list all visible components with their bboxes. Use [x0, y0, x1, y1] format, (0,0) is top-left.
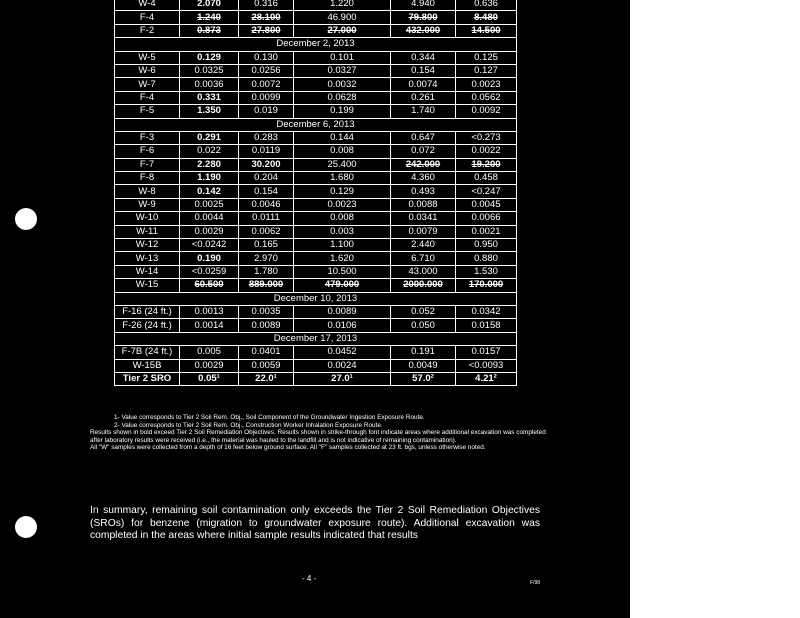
result-value: 0.190	[180, 252, 239, 265]
result-value: 6.710	[391, 252, 456, 265]
result-value: 8.480	[456, 11, 517, 24]
result-value: 0.005	[180, 346, 239, 359]
result-value: 0.050	[391, 319, 456, 332]
result-value: 0.130	[239, 51, 294, 64]
result-value: 0.316	[239, 0, 294, 11]
note-2: 2- Value corresponds to Tier 2 Soil Rem. Obj., Construction Worker Inhalation Exposure Route.	[114, 421, 383, 429]
result-value: 0.008	[294, 212, 391, 225]
result-value: 0.0341	[391, 212, 456, 225]
sample-location: W-5	[115, 51, 180, 64]
note-4: All "W" samples were collected from a depth of 16 feet below ground surface. All "F" samples collected at 23 ft. bgs, unless otherwise noted.	[90, 444, 486, 452]
result-value: 0.458	[456, 172, 517, 185]
sampling-date: December 2, 2013	[115, 38, 517, 51]
result-value: 0.0022	[456, 145, 517, 158]
date-header-row	[115, 292, 517, 305]
result-value: 4.360	[391, 172, 456, 185]
result-value: 0.0044	[180, 212, 239, 225]
table-row	[115, 11, 517, 24]
table-row	[115, 131, 517, 144]
result-value: 0.0029	[180, 359, 239, 372]
sample-location: W-10	[115, 212, 180, 225]
result-value: 0.0074	[391, 78, 456, 91]
sample-location: F-6	[115, 145, 180, 158]
result-value: 0.0079	[391, 225, 456, 238]
result-value: 0.199	[294, 105, 391, 118]
table-row	[115, 78, 517, 91]
result-value: 0.204	[239, 172, 294, 185]
result-value: 27.000	[294, 24, 391, 37]
result-value: 0.022	[180, 145, 239, 158]
sample-location: F-4	[115, 91, 180, 104]
result-value: 0.0072	[239, 78, 294, 91]
sample-location: F-8	[115, 172, 180, 185]
table-row	[115, 24, 517, 37]
sampling-date: December 17, 2013	[115, 332, 517, 345]
sampling-date: December 6, 2013	[115, 118, 517, 131]
binder-hole-top	[15, 208, 37, 230]
result-value: 0.0046	[239, 198, 294, 211]
result-value: 2.280	[180, 158, 239, 171]
sample-location: W-11	[115, 225, 180, 238]
result-value: 0.154	[391, 64, 456, 77]
result-value: 14.500	[456, 24, 517, 37]
result-value: 0.0256	[239, 64, 294, 77]
result-value: 2.070	[180, 0, 239, 11]
date-header-row	[115, 118, 517, 131]
result-value: 0.0032	[294, 78, 391, 91]
result-value: 1.780	[239, 265, 294, 278]
result-value: 0.0099	[239, 91, 294, 104]
result-value: 1.240	[180, 11, 239, 24]
result-value: 0.165	[239, 239, 294, 252]
table-row	[115, 212, 517, 225]
sampling-date: December 10, 2013	[115, 292, 517, 305]
summary-paragraph: In summary, remaining soil contamination only exceeds the Tier 2 Soil Remediation Objectives (SROs) for benzene (migration to groundwater exposure route). Additional excavation was completed in the areas where initial sample results indicated that results	[90, 505, 540, 541]
result-value: 0.0158	[456, 319, 517, 332]
date-header-row	[115, 38, 517, 51]
result-value: 0.125	[456, 51, 517, 64]
sample-location: F-3	[115, 131, 180, 144]
result-value: 46.900	[294, 11, 391, 24]
result-value: 1.530	[456, 265, 517, 278]
result-value: <0.0242	[180, 239, 239, 252]
note-1: 1- Value corresponds to Tier 2 Soil Rem. Obj., Soil Component of the Groundwater Ingestion Exposure Route.	[114, 414, 425, 421]
sample-location: F-2	[115, 24, 180, 37]
result-value: 60.500	[180, 279, 239, 292]
sample-location: W-15	[115, 279, 180, 292]
result-value: 0.291	[180, 131, 239, 144]
result-value: 0.052	[391, 305, 456, 318]
sample-location: W-15B	[115, 359, 180, 372]
date-header-row	[115, 332, 517, 345]
sro-value: 0.05¹	[180, 372, 239, 385]
result-value: 2.970	[239, 252, 294, 265]
result-value: 30.200	[239, 158, 294, 171]
result-value: 1.350	[180, 105, 239, 118]
result-value: 0.129	[180, 51, 239, 64]
result-value: 0.0062	[239, 225, 294, 238]
note-3: Results shown in bold exceed Tier 2 Soil Remediation Objectives. Results shown in strike-through font indicate areas where additional excavation was completed after laboratory results were received (i.e., the material was hauled to the landfill and is not indicative of remaining contamination).	[90, 429, 546, 444]
result-value: 0.0157	[456, 346, 517, 359]
result-value: 0.0036	[180, 78, 239, 91]
sample-location: F-4	[115, 11, 180, 24]
result-value: 19.200	[456, 158, 517, 171]
result-value: 1.190	[180, 172, 239, 185]
result-value: 242.000	[391, 158, 456, 171]
result-value: 1.740	[391, 105, 456, 118]
result-value: 0.072	[391, 145, 456, 158]
table-row	[115, 265, 517, 278]
result-value: 0.0628	[294, 91, 391, 104]
result-value: 1.100	[294, 239, 391, 252]
result-value: 0.019	[239, 105, 294, 118]
result-value: 479.000	[294, 279, 391, 292]
result-value: 0.154	[239, 185, 294, 198]
result-value: 0.191	[391, 346, 456, 359]
result-value: 1.620	[294, 252, 391, 265]
sample-location: W-7	[115, 78, 180, 91]
table-row	[115, 346, 517, 359]
result-value: 0.0111	[239, 212, 294, 225]
result-value: 0.0049	[391, 359, 456, 372]
soil-results-table	[114, 0, 517, 386]
table-row	[115, 91, 517, 104]
result-value: 0.0035	[239, 305, 294, 318]
table-row	[115, 239, 517, 252]
result-value: <0.0259	[180, 265, 239, 278]
result-value: 43.000	[391, 265, 456, 278]
sample-location: F-5	[115, 105, 180, 118]
result-value: 1.680	[294, 172, 391, 185]
page-number: - 4 -	[302, 574, 317, 583]
result-value: 28.100	[239, 11, 294, 24]
table-row	[115, 64, 517, 77]
sample-location: W-12	[115, 239, 180, 252]
sro-value: 22.0¹	[239, 372, 294, 385]
binder-hole-bottom	[15, 516, 37, 538]
table-row	[115, 252, 517, 265]
table-row	[115, 305, 517, 318]
result-value: 432.000	[391, 24, 456, 37]
sample-location: F-26 (24 ft.)	[115, 319, 180, 332]
sro-value: 4.21²	[456, 372, 517, 385]
table-row	[115, 225, 517, 238]
result-value: <0.0093	[456, 359, 517, 372]
result-value: 4.940	[391, 0, 456, 11]
sro-value: 57.0²	[391, 372, 456, 385]
sample-location: F-7	[115, 158, 180, 171]
result-value: 10.500	[294, 265, 391, 278]
result-value: <0.247	[456, 185, 517, 198]
result-value: 0.0024	[294, 359, 391, 372]
table-row	[115, 198, 517, 211]
result-value: 27.800	[239, 24, 294, 37]
result-value: <0.273	[456, 131, 517, 144]
result-value: 0.0023	[456, 78, 517, 91]
page-stamp: F/98	[530, 580, 541, 586]
result-value: 0.283	[239, 131, 294, 144]
result-value: 0.880	[456, 252, 517, 265]
sample-location: W-13	[115, 252, 180, 265]
result-value: 0.0342	[456, 305, 517, 318]
result-value: 0.0066	[456, 212, 517, 225]
table-row	[115, 105, 517, 118]
result-value: 2.440	[391, 239, 456, 252]
result-value: 0.0029	[180, 225, 239, 238]
result-value: 0.0092	[456, 105, 517, 118]
result-value: 0.0088	[391, 198, 456, 211]
result-value: 0.0325	[180, 64, 239, 77]
result-value: 0.0045	[456, 198, 517, 211]
sample-location: F-16 (24 ft.)	[115, 305, 180, 318]
result-value: 0.0562	[456, 91, 517, 104]
table-row	[115, 279, 517, 292]
result-value: 0.331	[180, 91, 239, 104]
sample-location: F-7B (24 ft.)	[115, 346, 180, 359]
sample-location: W-4	[115, 0, 180, 11]
result-value: 0.0106	[294, 319, 391, 332]
tier2-sro-row	[115, 372, 517, 385]
result-value: 0.261	[391, 91, 456, 104]
result-value: 0.008	[294, 145, 391, 158]
result-value: 0.0452	[294, 346, 391, 359]
result-value: 0.0025	[180, 198, 239, 211]
result-value: 0.0059	[239, 359, 294, 372]
table-row	[115, 0, 517, 11]
sample-location: W-9	[115, 198, 180, 211]
result-value: 0.127	[456, 64, 517, 77]
result-value: 0.636	[456, 0, 517, 11]
result-value: 889.000	[239, 279, 294, 292]
table-row	[115, 145, 517, 158]
result-value: 0.0401	[239, 346, 294, 359]
sro-label: Tier 2 SRO	[115, 372, 180, 385]
result-value: 0.0327	[294, 64, 391, 77]
result-value: 1.220	[294, 0, 391, 11]
sample-location: W-8	[115, 185, 180, 198]
result-value: 0.0014	[180, 319, 239, 332]
result-value: 0.0089	[239, 319, 294, 332]
result-value: 0.0089	[294, 305, 391, 318]
result-value: 0.493	[391, 185, 456, 198]
result-value: 0.0119	[239, 145, 294, 158]
result-value: 2000.000	[391, 279, 456, 292]
table-row	[115, 319, 517, 332]
result-value: 0.0013	[180, 305, 239, 318]
sample-location: W-6	[115, 64, 180, 77]
result-value: 0.129	[294, 185, 391, 198]
result-value: 0.003	[294, 225, 391, 238]
table-row	[115, 359, 517, 372]
result-value: 0.144	[294, 131, 391, 144]
result-value: 0.647	[391, 131, 456, 144]
result-value: 0.142	[180, 185, 239, 198]
table-row	[115, 51, 517, 64]
table-row	[115, 172, 517, 185]
result-value: 0.344	[391, 51, 456, 64]
result-value: 0.950	[456, 239, 517, 252]
table-notes	[90, 414, 550, 452]
table-row	[115, 158, 517, 171]
result-value: 170.000	[456, 279, 517, 292]
result-value: 0.873	[180, 24, 239, 37]
result-value: 0.0023	[294, 198, 391, 211]
result-value: 0.101	[294, 51, 391, 64]
table-row	[115, 185, 517, 198]
sro-value: 27.0¹	[294, 372, 391, 385]
result-value: 79.800	[391, 11, 456, 24]
sample-location: W-14	[115, 265, 180, 278]
result-value: 25.400	[294, 158, 391, 171]
result-value: 0.0021	[456, 225, 517, 238]
